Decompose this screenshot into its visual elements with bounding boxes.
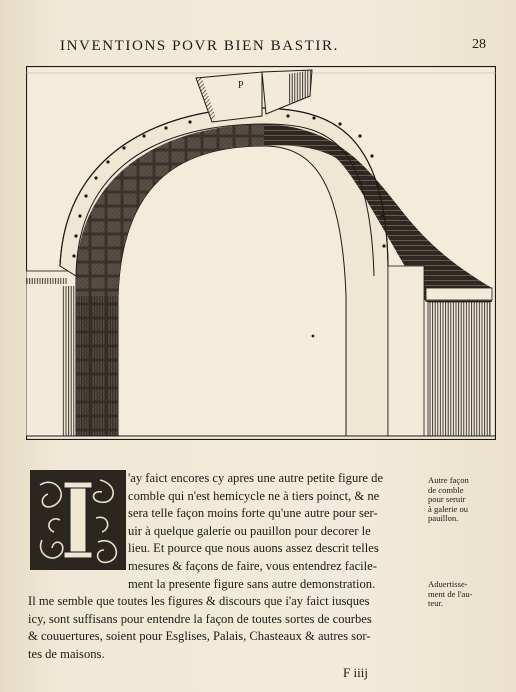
- margin-note-line: pauillon.: [428, 513, 459, 524]
- margin-note-line: de comble: [428, 484, 464, 495]
- body-line: sera telle façon moins forte qu'une autre pour ser-: [128, 506, 378, 521]
- margin-note-line: Autre façon: [428, 475, 469, 485]
- margin-note-line: teur.: [428, 598, 444, 609]
- margin-note-roof-style: [428, 476, 498, 524]
- body-line: comble qui n'est hemicycle ne à tiers poinct, & ne: [128, 488, 380, 503]
- margin-note-line: pour seruir: [428, 494, 466, 505]
- body-line: lieu. Et pource que nous auons assez descrit telles: [128, 541, 379, 556]
- figure-letter-p: P: [238, 80, 244, 91]
- running-header: INVENTIONS POVR BIEN BASTIR.: [60, 38, 339, 54]
- body-line: Il me semble que toutes les figures & discours que i'ay faict iusques: [28, 594, 370, 609]
- page-number: 28: [472, 37, 486, 52]
- body-line: icy, sont suffisans pour entendre la façon de toutes sortes de courbes: [28, 611, 372, 626]
- body-line: uir à quelque galerie ou pauillon pour decorer le: [128, 523, 371, 538]
- right-pier: [388, 266, 492, 436]
- left-pier: [26, 271, 76, 436]
- margin-note-line: ment de l'au-: [428, 588, 473, 599]
- body-line: & couuertures, soient pour Esglises, Palais, Chasteaux & autres sor-: [28, 629, 371, 644]
- body-line: ment la presente figure sans autre demonstration.: [128, 576, 376, 591]
- arch-woodcut-figure: [26, 66, 496, 440]
- body-line: mesures & façons de faire, vous entendrez facile-: [128, 558, 377, 573]
- body-line: tes de maisons.: [28, 646, 105, 661]
- margin-note-line: Aduertisse-: [428, 579, 468, 589]
- margin-note-author-advice: [428, 580, 498, 609]
- body-paragraph: [28, 470, 428, 664]
- margin-note-line: à galerie ou: [428, 503, 469, 514]
- body-line: 'ay faict encores cy apres une autre petite figure de: [128, 471, 384, 485]
- signature-mark: F iiij: [343, 665, 368, 680]
